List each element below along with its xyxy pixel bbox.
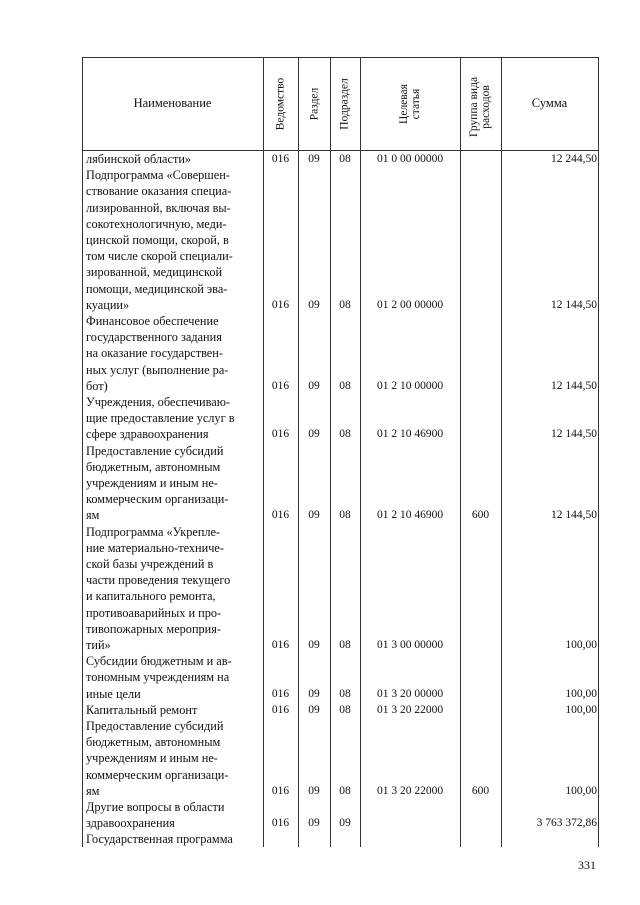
- row-name-line: ние материально-техниче-: [86, 540, 224, 555]
- table-row: [82, 702, 599, 718]
- header-podrazdel: Подраздел: [339, 77, 351, 130]
- row-name-line: том числе скорой специали-: [86, 249, 233, 264]
- table-row: [82, 313, 599, 394]
- row-name-line: Финансовое обеспечение: [86, 314, 219, 328]
- cell-celevaya-statya: 01 3 00 00000: [376, 638, 444, 651]
- row-name: [86, 718, 258, 799]
- cell-podrazdel: 08: [339, 687, 351, 700]
- cell-vedomstvo: 016: [271, 379, 290, 392]
- row-name: [86, 524, 258, 654]
- row-name-line: бот): [86, 378, 108, 393]
- row-name: [86, 394, 258, 443]
- header-gruppa-vida-raskhodov: Группа вида расходов: [468, 76, 493, 138]
- table-row: [82, 831, 599, 847]
- row-name-line: сокотехнологичную, меди-: [86, 216, 227, 231]
- cell-podrazdel: 08: [339, 784, 351, 797]
- cell-razdel: 09: [308, 428, 320, 441]
- cell-vedomstvo: 016: [271, 509, 290, 522]
- cell-celevaya-statya: 01 3 20 22000: [376, 784, 444, 797]
- row-name-line: тий»: [86, 637, 111, 652]
- cell-podrazdel: 08: [339, 379, 351, 392]
- cell-razdel: 09: [308, 638, 320, 651]
- table-row: [82, 524, 599, 654]
- row-name-line: иные цели: [86, 686, 141, 701]
- row-name-line: бюджетным, автономным: [86, 459, 221, 474]
- table-row: [82, 653, 599, 702]
- cell-summa: 3 763 372,86: [536, 817, 597, 830]
- row-name: [86, 167, 258, 313]
- cell-celevaya-statya: 01 0 00 00000: [376, 153, 444, 165]
- cell-celevaya-statya: 01 2 00 00000: [376, 298, 444, 311]
- row-name-line: части проведения текущего: [86, 573, 231, 588]
- row-name-line: Подпрограмма «Укрепле-: [86, 524, 221, 539]
- row-name: [86, 151, 258, 167]
- cell-vedomstvo: 016: [271, 428, 290, 441]
- cell-razdel: 09: [308, 298, 320, 311]
- row-name-line: лябинской области»: [86, 152, 192, 166]
- row-name-line: Учреждения, обеспечиваю-: [86, 395, 231, 409]
- cell-summa: 12 244,50: [551, 153, 597, 165]
- row-name: [86, 799, 258, 831]
- cell-podrazdel: 08: [339, 428, 351, 441]
- cell-summa: 12 144,50: [551, 509, 597, 522]
- row-name-line: коммерческим организаци-: [86, 492, 229, 507]
- header-celevaya-statya: Целевая статья: [398, 83, 422, 124]
- cell-summa: 12 144,50: [551, 428, 597, 441]
- cell-summa: 12 144,50: [551, 379, 597, 392]
- cell-celevaya-statya: 01 2 10 46900: [376, 428, 444, 441]
- cell-vedomstvo: 016: [271, 153, 290, 165]
- cell-razdel: 09: [308, 817, 320, 830]
- row-name-line: ям: [86, 783, 100, 798]
- cell-gruppa-vida: 600: [471, 509, 490, 522]
- header-vedomstvo: Ведомство: [274, 77, 287, 130]
- row-name-line: тономным учреждениям на: [86, 670, 230, 685]
- row-name: [86, 702, 258, 718]
- cell-summa: 100,00: [565, 703, 597, 716]
- cell-vedomstvo: 016: [271, 817, 290, 830]
- row-name-line: противоаварийных и про-: [86, 605, 222, 620]
- row-name-line: ствование оказания специа-: [86, 184, 232, 199]
- row-name-line: Предоставление субсидий: [86, 719, 224, 733]
- row-name-line: зированной, медицинской: [86, 265, 223, 280]
- cell-podrazdel: 08: [339, 638, 351, 651]
- cell-razdel: 09: [308, 153, 320, 165]
- cell-podrazdel: 08: [339, 153, 351, 165]
- header-name: Наименование: [133, 96, 212, 110]
- row-name-line: учреждениям и иным не-: [86, 751, 218, 766]
- cell-celevaya-statya: 01 2 10 46900: [376, 509, 444, 522]
- cell-vedomstvo: 016: [271, 638, 290, 651]
- cell-summa: 100,00: [565, 638, 597, 651]
- table-row: [82, 151, 599, 167]
- row-name-line: щие предоставление услуг в: [86, 411, 235, 426]
- cell-celevaya-statya: 01 3 20 00000: [376, 687, 444, 700]
- row-name-line: куации»: [86, 297, 130, 312]
- row-name-line: государственного задания: [86, 330, 222, 345]
- row-name-line: лизированной, включая вы-: [86, 200, 231, 215]
- row-name-line: помощи, медицинской эва-: [86, 281, 228, 296]
- cell-razdel: 09: [308, 687, 320, 700]
- table-row: [82, 394, 599, 443]
- row-name-line: цинской помощи, скорой, в: [86, 232, 229, 247]
- row-name-line: тивопожарных мероприя-: [86, 621, 222, 636]
- row-name-line: Другие вопросы в области: [86, 800, 225, 814]
- cell-gruppa-vida: 600: [471, 784, 490, 797]
- cell-vedomstvo: 016: [271, 687, 290, 700]
- row-name-line: сфере здравоохранения: [86, 427, 209, 442]
- table-row: [82, 167, 599, 313]
- row-name-line: ской базы учреждений в: [86, 556, 214, 571]
- row-name-line: здравоохранения: [86, 816, 175, 831]
- cell-summa: 100,00: [565, 687, 597, 700]
- cell-summa: 12 144,50: [551, 298, 597, 311]
- cell-razdel: 09: [308, 379, 320, 392]
- cell-celevaya-statya: 01 3 20 22000: [376, 703, 444, 716]
- budget-table: [82, 57, 599, 847]
- row-name: [86, 443, 258, 524]
- row-name-line: ям: [86, 508, 100, 523]
- table-row: [82, 718, 599, 799]
- cell-razdel: 09: [308, 703, 320, 716]
- row-name-line: Государственная программа: [86, 832, 233, 847]
- header-summa: Сумма: [531, 96, 568, 110]
- row-name-line: на оказание государствен-: [86, 346, 223, 361]
- row-name-line: бюджетным, автономным: [86, 735, 221, 750]
- cell-podrazdel: 08: [339, 298, 351, 311]
- row-name-line: и капитального ремонта,: [86, 589, 216, 604]
- table-row: [82, 443, 599, 524]
- row-name-line: ных услуг (выполнение ра-: [86, 362, 229, 377]
- row-name-line: Субсидии бюджетным и ав-: [86, 654, 232, 669]
- row-name-line: Предоставление субсидий: [86, 443, 224, 458]
- cell-razdel: 09: [308, 784, 320, 797]
- cell-razdel: 09: [308, 509, 320, 522]
- cell-summa: 100,00: [565, 784, 597, 797]
- cell-podrazdel: 09: [339, 817, 351, 830]
- cell-vedomstvo: 016: [271, 784, 290, 797]
- cell-vedomstvo: 016: [271, 298, 290, 311]
- cell-celevaya-statya: 01 2 10 00000: [376, 379, 444, 392]
- cell-vedomstvo: 016: [271, 703, 290, 716]
- row-name-line: коммерческим организаци-: [86, 767, 229, 782]
- row-name: [86, 653, 258, 702]
- header-razdel: Раздел: [308, 87, 320, 120]
- cell-podrazdel: 08: [339, 509, 351, 522]
- row-name-line: Подпрограмма «Совершен-: [86, 168, 230, 183]
- cell-podrazdel: 08: [339, 703, 351, 716]
- row-name-line: Капитальный ремонт: [86, 702, 198, 717]
- table-row: [82, 799, 599, 831]
- row-name: [86, 313, 258, 394]
- row-name-line: учреждениям и иным не-: [86, 475, 218, 490]
- row-name: [86, 831, 258, 847]
- page-number: 331: [578, 858, 596, 872]
